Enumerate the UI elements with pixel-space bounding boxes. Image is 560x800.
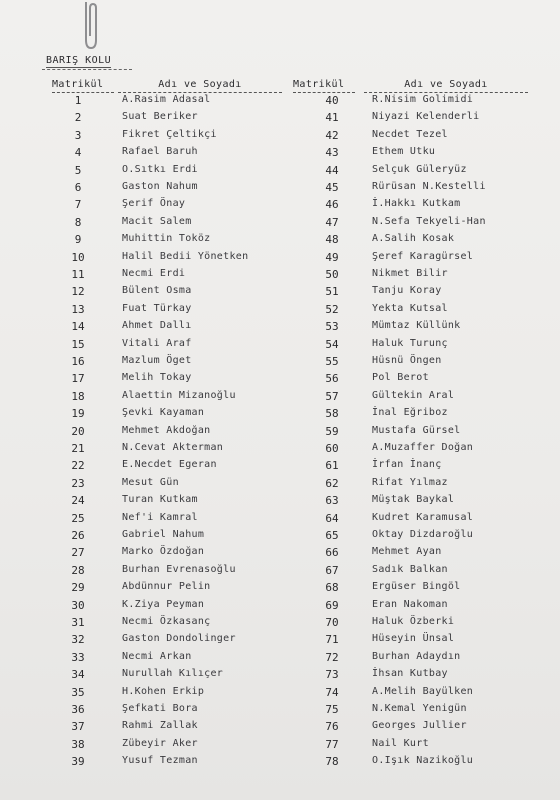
paperclip-icon bbox=[80, 0, 102, 52]
matrikul-number: 31 bbox=[71, 616, 85, 629]
member-name: Fikret Çeltikçi bbox=[122, 128, 217, 140]
matrikul-number: 75 bbox=[325, 703, 339, 716]
member-name: Şevki Kayaman bbox=[122, 407, 205, 419]
member-name: Yusuf Tezman bbox=[122, 755, 198, 767]
matrikul-number: 32 bbox=[71, 633, 85, 647]
member-name: Vitali Araf bbox=[122, 337, 192, 349]
member-name: Mehmet Ayan bbox=[372, 546, 442, 558]
matrikul-number: 12 bbox=[71, 285, 85, 299]
member-name: O.Işık Nazikoğlu bbox=[372, 755, 474, 767]
matrikul-number: 33 bbox=[71, 650, 85, 664]
member-name: Şeref Karagürsel bbox=[372, 250, 474, 262]
member-name: Mustafa Gürsel bbox=[372, 424, 461, 436]
member-name: Necmi Arkan bbox=[122, 650, 192, 662]
matrikul-number: 61 bbox=[325, 459, 339, 473]
member-name: Gabriel Nahum bbox=[122, 529, 205, 540]
matrikul-number: 30 bbox=[71, 598, 85, 612]
matrikul-number: 38 bbox=[71, 737, 85, 751]
member-name: A.Salih Kosak bbox=[372, 233, 455, 245]
member-name: Abdünnur Pelin bbox=[122, 581, 211, 593]
header-name-right: Adı ve Soyadı bbox=[364, 79, 528, 93]
member-name: Şefkati Bora bbox=[122, 703, 198, 714]
matrikul-number: 7 bbox=[74, 198, 82, 212]
matrikul-number: 62 bbox=[325, 476, 339, 490]
member-name: Nail Kurt bbox=[372, 737, 429, 749]
matrikul-number: 45 bbox=[325, 181, 339, 194]
member-name: Marko Özdoğan bbox=[122, 546, 205, 558]
matrikul-number: 13 bbox=[71, 302, 85, 316]
matrikul-number: 39 bbox=[71, 755, 85, 769]
matrikul-number: 20 bbox=[71, 424, 85, 438]
matrikul-number: 55 bbox=[325, 355, 339, 368]
member-name: Nurullah Kılıçer bbox=[122, 668, 224, 680]
matrikul-number: 73 bbox=[325, 668, 339, 682]
member-name: E.Necdet Egeran bbox=[122, 459, 217, 471]
member-name: Mehmet Akdoğan bbox=[122, 424, 211, 436]
matrikul-number: 35 bbox=[71, 685, 85, 699]
matrikul-number: 4 bbox=[74, 146, 82, 160]
member-name: A.Rasim Adasal bbox=[122, 94, 211, 105]
matrikul-number: 8 bbox=[74, 215, 82, 229]
member-name: Halil Bedii Yönetken bbox=[122, 250, 249, 262]
matrikul-number: 22 bbox=[71, 459, 85, 473]
matrikul-number: 54 bbox=[325, 337, 339, 351]
matrikul-number: 51 bbox=[325, 285, 339, 299]
matrikul-number: 21 bbox=[71, 442, 85, 455]
member-name: Şerif Önay bbox=[122, 198, 186, 210]
member-name: Kudret Karamusal bbox=[372, 511, 474, 523]
matrikul-number: 53 bbox=[325, 320, 339, 334]
matrikul-number: 40 bbox=[325, 94, 339, 107]
member-name: Yekta Kutsal bbox=[372, 302, 448, 314]
matrikul-number: 17 bbox=[71, 372, 85, 386]
member-name: H.Kohen Erkip bbox=[122, 685, 205, 697]
member-name: Macit Salem bbox=[122, 215, 192, 227]
matrikul-number: 41 bbox=[325, 111, 339, 125]
matrikul-number: 42 bbox=[325, 128, 339, 142]
matrikul-number: 46 bbox=[325, 198, 339, 212]
member-name: Haluk Turunç bbox=[372, 337, 448, 349]
member-name: A.Muzaffer Doğan bbox=[372, 442, 474, 453]
member-name: Burhan Evrenasoğlu bbox=[122, 563, 236, 575]
member-name: Mazlum Öget bbox=[122, 355, 192, 366]
member-name: Fuat Türkay bbox=[122, 302, 192, 314]
matrikul-number: 78 bbox=[325, 755, 339, 769]
matrikul-number: 64 bbox=[325, 511, 339, 525]
member-name: Rahmi Zallak bbox=[122, 720, 198, 732]
matrikul-number: 43 bbox=[325, 146, 339, 160]
member-name: Zübeyir Aker bbox=[122, 737, 198, 749]
matrikul-number: 23 bbox=[71, 476, 85, 490]
matrikul-number: 37 bbox=[71, 720, 85, 734]
member-name: Gaston Dondolinger bbox=[122, 633, 236, 645]
matrikul-number: 56 bbox=[325, 372, 339, 386]
matrikul-number: 65 bbox=[325, 529, 339, 542]
matrikul-number: 24 bbox=[71, 494, 85, 508]
member-name: Nef'i Kamral bbox=[122, 511, 198, 523]
member-name: İ.Hakkı Kutkam bbox=[372, 198, 461, 210]
matrikul-number: 59 bbox=[325, 424, 339, 438]
member-name: Necdet Tezel bbox=[372, 128, 448, 140]
matrikul-number: 14 bbox=[71, 320, 85, 334]
member-name: Hüseyin Ünsal bbox=[372, 633, 455, 645]
member-name: Sadık Balkan bbox=[372, 563, 448, 575]
member-name: İhsan Kutbay bbox=[372, 668, 448, 680]
member-name: Gaston Nahum bbox=[122, 181, 198, 192]
matrikul-number: 70 bbox=[325, 616, 339, 629]
member-name: Hüsnü Öngen bbox=[372, 355, 442, 366]
member-name: Haluk Özberki bbox=[372, 616, 455, 627]
member-name: Muhittin Toköz bbox=[122, 233, 211, 245]
member-name: Nikmet Bilir bbox=[372, 268, 448, 279]
matrikul-number: 57 bbox=[325, 389, 339, 403]
member-name: N.Cevat Akterman bbox=[122, 442, 224, 453]
matrikul-number: 63 bbox=[325, 494, 339, 508]
member-name: Melih Tokay bbox=[122, 372, 192, 384]
header-name-left: Adı ve Soyadı bbox=[118, 79, 282, 93]
matrikul-number: 72 bbox=[325, 650, 339, 664]
member-name: Burhan Adaydın bbox=[372, 650, 461, 662]
matrikul-number: 9 bbox=[74, 233, 82, 247]
matrikul-number: 77 bbox=[325, 737, 339, 751]
member-name: Rifat Yılmaz bbox=[372, 476, 448, 488]
member-name: Georges Jullier bbox=[372, 720, 467, 732]
member-name: R.Nisim Golimidi bbox=[372, 94, 474, 105]
member-name: K.Ziya Peyman bbox=[122, 598, 205, 610]
matrikul-number: 52 bbox=[325, 302, 339, 316]
matrikul-number: 6 bbox=[74, 181, 82, 194]
matrikul-number: 67 bbox=[325, 563, 339, 577]
matrikul-number: 44 bbox=[325, 163, 339, 177]
matrikul-number: 1 bbox=[74, 94, 82, 107]
matrikul-number: 49 bbox=[325, 250, 339, 264]
matrikul-number: 26 bbox=[71, 529, 85, 542]
document-title: BARIŞ KOLU bbox=[46, 55, 112, 66]
matrikul-number: 50 bbox=[325, 268, 339, 281]
member-name: Ergüser Bingöl bbox=[372, 581, 461, 593]
matrikul-number: 74 bbox=[325, 685, 339, 699]
member-name: Ethem Utku bbox=[372, 146, 436, 158]
member-name: İnal Eğriboz bbox=[372, 407, 448, 419]
header-number-left: Matrikül bbox=[52, 79, 114, 93]
member-name: Gültekin Aral bbox=[372, 389, 455, 401]
matrikul-number: 36 bbox=[71, 703, 85, 716]
member-name: Rürüsan N.Kestelli bbox=[372, 181, 486, 192]
member-name: Necmi Erdi bbox=[122, 268, 186, 279]
matrikul-number: 15 bbox=[71, 337, 85, 351]
matrikul-number: 27 bbox=[71, 546, 85, 560]
member-name: Suat Beriker bbox=[122, 111, 198, 123]
matrikul-number: 18 bbox=[71, 389, 85, 403]
matrikul-number: 29 bbox=[71, 581, 85, 595]
matrikul-number: 48 bbox=[325, 233, 339, 247]
title-underline bbox=[42, 69, 132, 70]
member-name: N.Sefa Tekyeli-Han bbox=[372, 215, 486, 227]
matrikul-number: 3 bbox=[74, 128, 82, 142]
member-name: O.Sıtkı Erdi bbox=[122, 163, 198, 175]
matrikul-number: 16 bbox=[71, 355, 85, 368]
member-name: Müştak Baykal bbox=[372, 494, 455, 506]
header-number-right: Matrikül bbox=[293, 79, 355, 93]
member-name: Rafael Baruh bbox=[122, 146, 198, 158]
matrikul-number: 68 bbox=[325, 581, 339, 595]
member-name: Pol Berot bbox=[372, 372, 429, 384]
member-name: Niyazi Kelenderli bbox=[372, 111, 480, 123]
member-name: Turan Kutkam bbox=[122, 494, 198, 506]
member-name: A.Melih Bayülken bbox=[372, 685, 474, 697]
member-name: Oktay Dizdaroğlu bbox=[372, 529, 474, 540]
matrikul-number: 71 bbox=[325, 633, 339, 647]
matrikul-number: 60 bbox=[325, 442, 339, 455]
matrikul-number: 28 bbox=[71, 563, 85, 577]
member-name: Eran Nakoman bbox=[372, 598, 448, 610]
member-name: Bülent Osma bbox=[122, 285, 192, 297]
matrikul-number: 66 bbox=[325, 546, 339, 560]
member-name: Ahmet Dallı bbox=[122, 320, 192, 332]
matrikul-number: 76 bbox=[325, 720, 339, 734]
matrikul-number: 47 bbox=[325, 215, 339, 229]
matrikul-number: 25 bbox=[71, 511, 85, 525]
matrikul-number: 5 bbox=[74, 163, 82, 177]
member-name: Tanju Koray bbox=[372, 285, 442, 297]
member-name: N.Kemal Yenigün bbox=[372, 703, 467, 714]
member-name: Alaettin Mizanoğlu bbox=[122, 389, 236, 401]
matrikul-number: 69 bbox=[325, 598, 339, 612]
member-name: Selçuk Güleryüz bbox=[372, 163, 467, 175]
matrikul-number: 2 bbox=[74, 111, 82, 125]
member-name: İrfan İnanç bbox=[372, 459, 442, 471]
matrikul-number: 34 bbox=[71, 668, 85, 682]
matrikul-number: 10 bbox=[71, 250, 85, 264]
matrikul-number: 19 bbox=[71, 407, 85, 421]
member-name: Mümtaz Küllünk bbox=[372, 320, 461, 332]
matrikul-number: 11 bbox=[71, 268, 85, 281]
member-name: Necmi Özkasanç bbox=[122, 616, 211, 627]
member-name: Mesut Gün bbox=[122, 476, 179, 488]
matrikul-number: 58 bbox=[325, 407, 339, 421]
